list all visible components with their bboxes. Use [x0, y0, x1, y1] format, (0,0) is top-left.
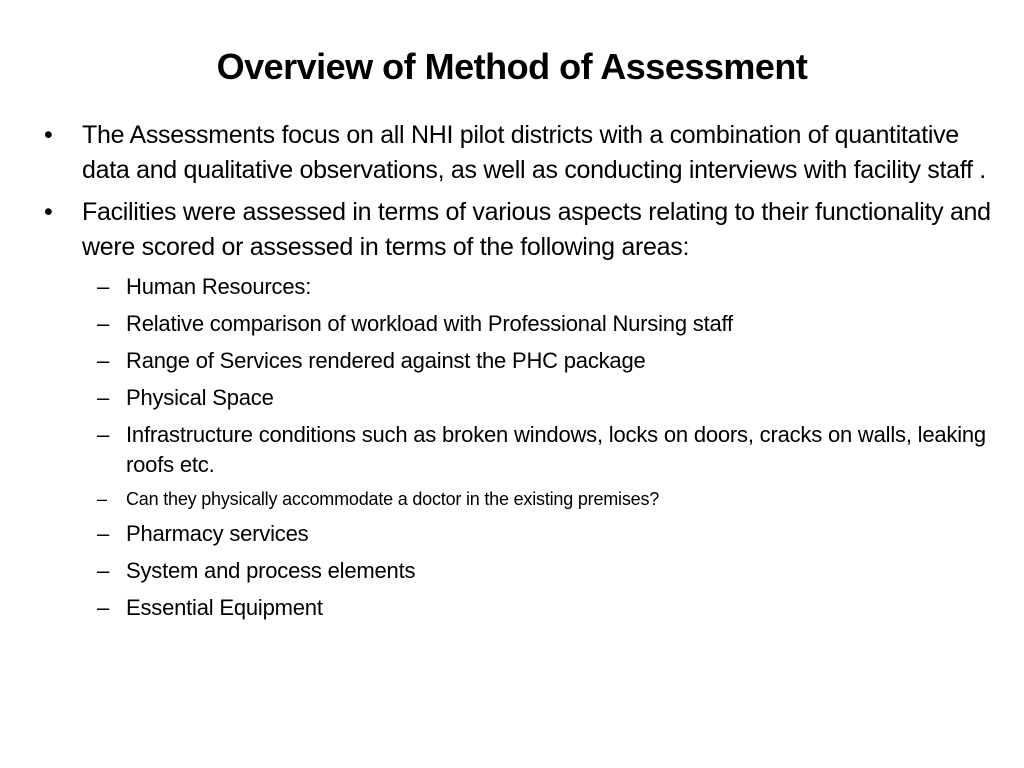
sub-bullet-item: [97, 420, 1000, 480]
sub-bullet-item: [97, 519, 1000, 549]
dash-marker: –: [97, 422, 110, 447]
sub-bullet-list: [97, 272, 1000, 623]
sub-bullet-text: Can they physically accommodate a doctor in the existing premises?: [126, 489, 660, 509]
sub-bullet-text: Infrastructure conditions such as broken windows, locks on doors, cracks on walls, leaking roofs etc.: [126, 422, 986, 477]
sub-bullet-text: Essential Equipment: [126, 595, 323, 620]
bullet-text: Facilities were assessed in terms of various aspects relating to their functionality and were scored or assessed in terms of the following areas:: [82, 198, 991, 261]
dash-marker: –: [97, 311, 110, 336]
dash-marker: –: [97, 348, 110, 373]
dash-marker: –: [97, 521, 110, 546]
sub-bullet-item: [97, 556, 1000, 586]
dash-marker: –: [97, 274, 110, 299]
sub-bullet-text: Pharmacy services: [126, 521, 309, 546]
sub-bullet-item: [97, 272, 1000, 302]
sub-bullet-item: [97, 309, 1000, 339]
sub-bullet-text: Human Resources:: [126, 274, 312, 299]
sub-bullet-text: System and process elements: [126, 558, 416, 583]
sub-bullet-text: Range of Services rendered against the PHC package: [126, 348, 646, 373]
slide-body: [40, 118, 1000, 630]
slide-title: Overview of Method of Assessment: [216, 46, 808, 87]
sub-bullet-item: [97, 487, 1000, 511]
bullet-marker: •: [44, 121, 53, 149]
dash-marker: –: [97, 595, 110, 620]
sub-bullet-item: [97, 383, 1000, 413]
bullet-item: [40, 118, 1000, 188]
dash-marker: –: [97, 385, 110, 410]
bullet-text: The Assessments focus on all NHI pilot districts with a combination of quantitative data and qualitative observations, as well as conducting interviews with facility staff .: [82, 121, 986, 184]
bullet-marker: •: [44, 198, 53, 226]
dash-marker: –: [97, 558, 110, 583]
sub-bullet-item: [97, 593, 1000, 623]
sub-bullet-text: Relative comparison of workload with Professional Nursing staff: [126, 311, 733, 336]
sub-bullet-item: [97, 346, 1000, 376]
bullet-item: [40, 195, 1000, 265]
sub-bullet-text: Physical Space: [126, 385, 274, 410]
dash-marker: –: [97, 489, 107, 509]
